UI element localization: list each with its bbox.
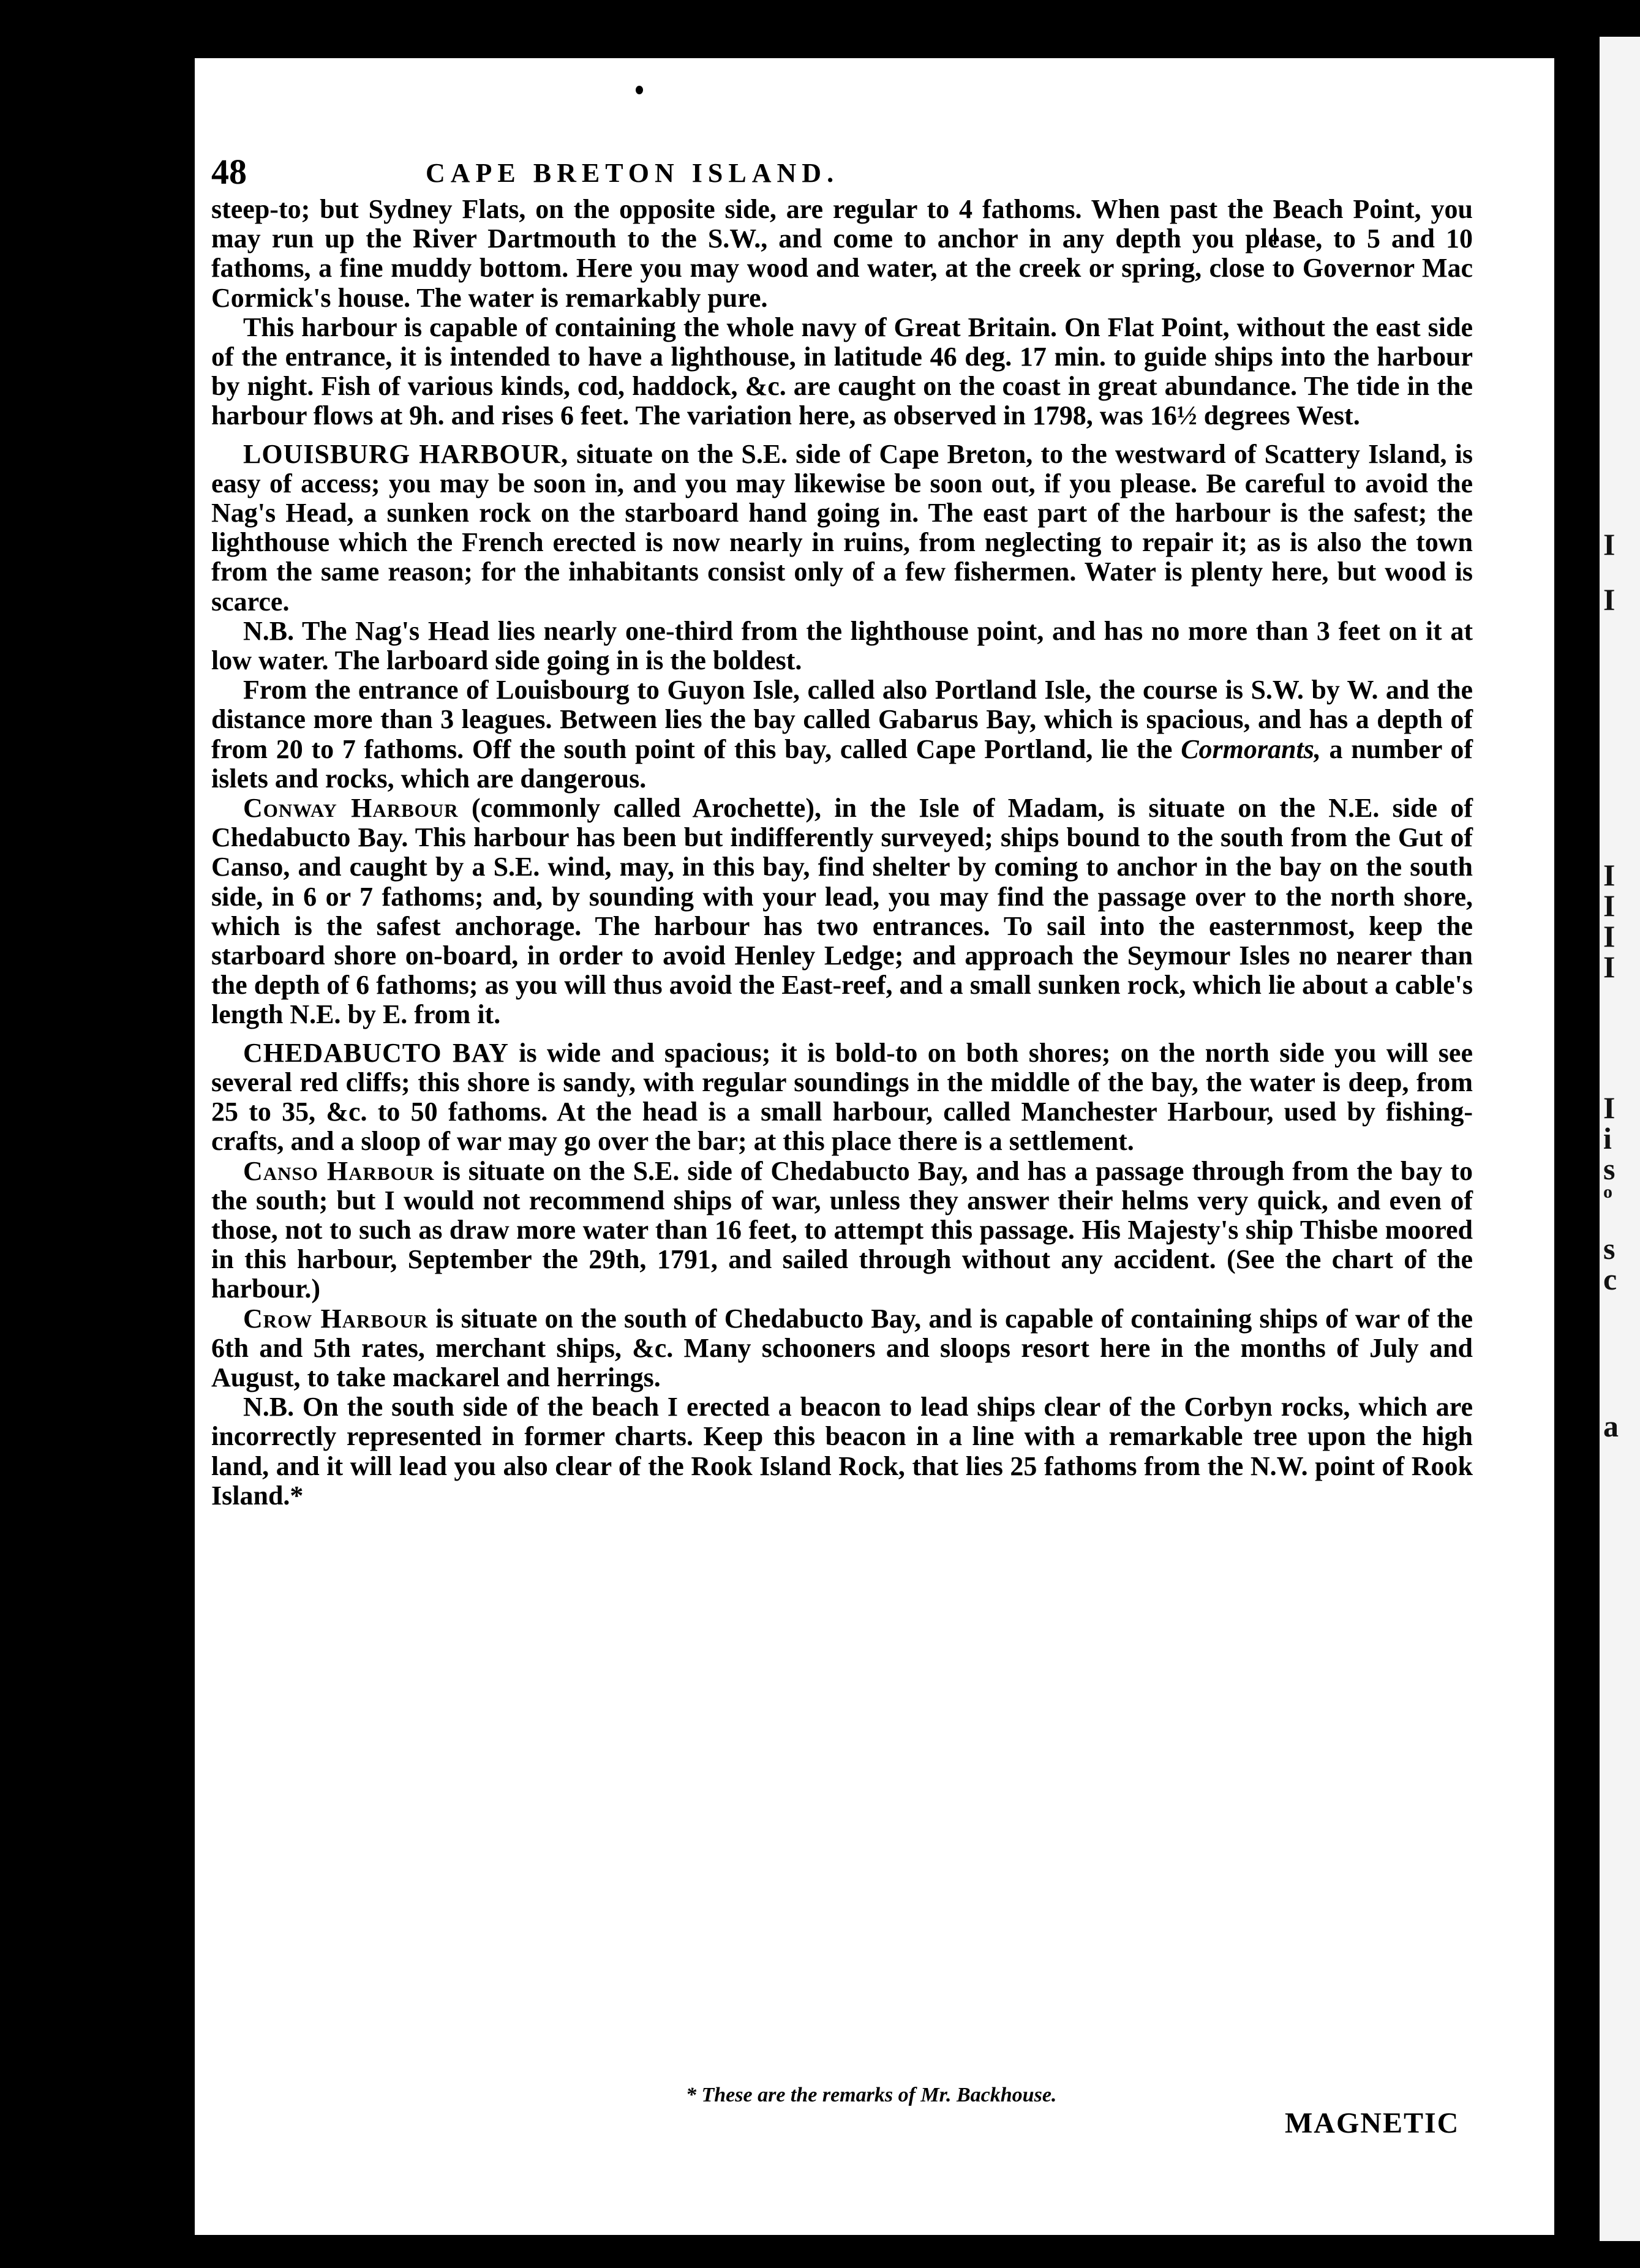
paragraph-text: is situate on the S.E. side of Chedabucto Bay, and has a passage through from the bay to the south; but I would not recommend ships of war, unless they answer their helms very quick, and even of those, not to such as draw more water than 16 feet, to attempt this passage. His Majesty's ship Thisbe moored in this harbour, September the 29th, 1791, and sailed through without any accident. (See the chart of the harbour.) xyxy=(211,1155,1473,1304)
adjacent-page-glyph: s xyxy=(1603,1231,1616,1266)
paragraph-text: is situate on the south of Chedabucto Bay, and is capable of containing ships of war of the 6th and 5th rates, merchant ships, &c. Many schooners and sloops resort here in the months of July and August, to take mackarel and herrings. xyxy=(211,1303,1473,1392)
paragraph xyxy=(211,1157,1473,1304)
paragraph-text: N.B. The Nag's Head lies nearly one-third from the lighthouse point, and has no more than 3 feet on it at low water. The larboard side going in is the boldest. xyxy=(211,615,1473,676)
adjacent-page-glyph: s xyxy=(1603,1152,1616,1186)
paragraph-text: This harbour is capable of containing the whole navy of Great Britain. On Flat Point, without the east side of the entrance, it is intended to have a lighthouse, in latitude 46 deg. 17 min. to guide ships into the harbour by night. Fish of various kinds, cod, haddock, &c. are caught on the coast in great abundance. The tide in the harbour flows at 9h. and rises 6 feet. The variation here, as observed in 1798, was 16½ degrees West. xyxy=(211,312,1473,431)
adjacent-page-glyph: I xyxy=(1603,950,1616,984)
adjacent-page-glyph: o xyxy=(1603,1182,1612,1202)
paragraph xyxy=(211,195,1473,313)
paragraph-text: steep-to; but Sydney Flats, on the opposite side, are regular to 4 fathoms. When past the Beach Point, you may run up the River Dartmouth to the S.W., and come to anchor in any depth you please, to 5 and 10 fathoms, a fine muddy bottom. Here you may wood and water, at the creek or spring, close to Governor Mac Cormick's house. The water is remarkably pure. xyxy=(211,194,1473,313)
ink-speck xyxy=(636,86,643,94)
body-text xyxy=(211,195,1473,1511)
paragraph-text: is wide and spacious; it is bold-to on both shores; on the north side you will see several red cliffs; this shore is sandy, with regular soundings in the middle of the bay, the water is deep, from 25 to 35, &c. to 50 fathoms. At the head is a small harbour, called Manchester Harbour, used by fishing-crafts, and a sloop of war may go over the bar; at this place there is a settlement. xyxy=(211,1037,1473,1157)
paragraph xyxy=(211,794,1473,1030)
paragraph xyxy=(211,675,1473,794)
paragraph xyxy=(211,1038,1473,1157)
running-title: CAPE BRETON ISLAND. xyxy=(426,158,840,188)
adjacent-page-edge xyxy=(1600,37,1640,2241)
section-heading: LOUISBURG HARBOUR, xyxy=(243,438,569,469)
paragraph xyxy=(211,313,1473,431)
paragraph xyxy=(211,1304,1473,1393)
adjacent-page-glyph: i xyxy=(1603,1121,1612,1155)
paragraph-text: From the entrance of Louisbourg to Guyon Isle, called also Portland Isle, the course is S.W. by W. and the distance more than 3 leagues. Between lies the bay called Gabarus Bay, which is spacious, and has a depth of from 20 to 7 fathoms. Off the south point of this bay, called Cape Portland, lie the xyxy=(211,675,1473,764)
adjacent-page-glyph: c xyxy=(1603,1262,1617,1296)
section-heading: Canso Harbour xyxy=(243,1155,435,1186)
adjacent-page-glyph: a xyxy=(1603,1409,1619,1443)
adjacent-page-glyph: I xyxy=(1603,858,1616,892)
section-heading: CHEDABUCTO BAY xyxy=(243,1037,509,1068)
paragraph-text: N.B. On the south side of the beach I erected a beacon to lead ships clear of the Corbyn rocks, which are incorrectly represented in former charts. Keep this beacon in a line with a remarkable tree upon the high land, and it will lead you also clear of the Rook Island Rock, that lies 25 fathoms from the N.W. point of Rook Island.* xyxy=(211,1392,1473,1511)
adjacent-page-glyph: I xyxy=(1603,527,1616,561)
paragraph xyxy=(211,440,1473,617)
paragraph xyxy=(211,617,1473,675)
adjacent-page-glyph: I xyxy=(1603,919,1616,953)
footnote: * These are the remarks of Mr. Backhouse. xyxy=(686,2084,1057,2106)
adjacent-page-glyph: I xyxy=(1603,1091,1616,1125)
adjacent-page-glyph: I xyxy=(1603,582,1616,617)
section-heading: Conway Harbour xyxy=(243,793,459,824)
page-number: 48 xyxy=(211,152,247,192)
paragraph-text: situate on the S.E. side of Cape Breton, to the westward of Scattery Island, is easy of access; you may be soon in, and you may likewise be soon out, if you please. Be careful to avoid the Nag's Head, a sunken rock on the starboard hand going in. The east part of the harbour is the safest; the lighthouse which the French erected is now nearly in ruins, from neglecting to repair it; as is also the town from the same reason; for the inhabitants consist only of a few fishermen. Water is plenty here, but wood is scarce. xyxy=(211,438,1473,617)
paragraph xyxy=(211,1392,1473,1511)
adjacent-page-glyph: I xyxy=(1603,888,1616,923)
paragraph-text: (commonly called Arochette), in the Isle of Madam, is situate on the N.E. side of Chedabucto Bay. This harbour has been but indifferently surveyed; ships bound to the south from the Gut of Canso, and caught by a S.E. wind, may, in this bay, find shelter by coming to anchor in the bay on the south side, in 6 or 7 fathoms; and, by sounding with your lead, you may find the passage over to the north shore, which is the safest anchorage. The harbour has two entrances. To sail into the easternmost, keep the starboard shore on-board, in order to avoid Henley Ledge; and approach the Seymour Isles no nearer than the depth of 6 fathoms; as you will thus avoid the East-reef, and a small sunken rock, which lie about a cable's length N.E. by E. from it. xyxy=(211,793,1473,1030)
section-heading: Crow Harbour xyxy=(243,1303,429,1334)
italic-term: Cormorants, xyxy=(1181,734,1321,764)
catchword: MAGNETIC xyxy=(1285,2107,1460,2139)
paragraph-text: a number of islets and rocks, which are dangerous. xyxy=(211,734,1473,794)
